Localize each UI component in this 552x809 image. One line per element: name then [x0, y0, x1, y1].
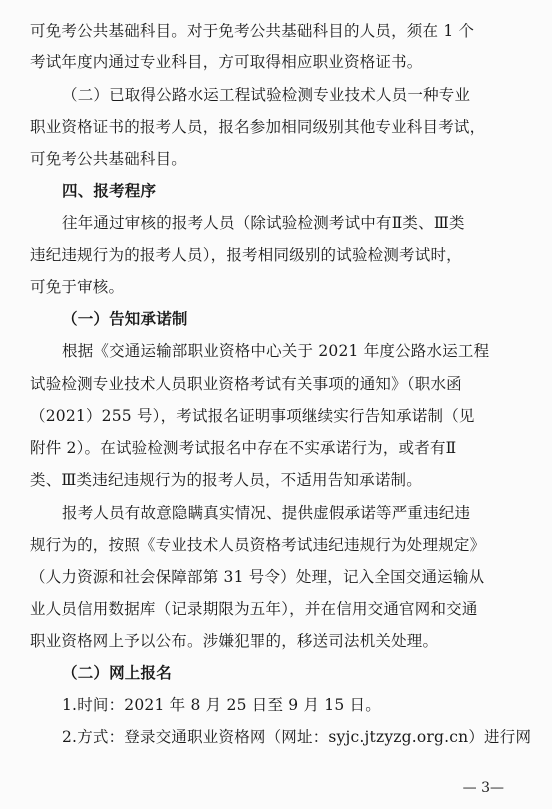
text-line: 职业资格证书的报考人员，报名参加相同级别其他专业科目考试， — [30, 118, 486, 136]
text-line: 根据《交通运输部职业资格中心关于 2021 年度公路水运工程 — [62, 342, 490, 360]
text-line: 可免于审核。 — [30, 278, 125, 296]
text-line: 业人员信用数据库（记录期限为五年），并在信用交通官网和交通 — [30, 600, 478, 618]
subsection-heading: （一）告知承诺制 — [62, 310, 188, 328]
text-line: 类、Ⅲ类违纪违规行为的报考人员，不适用告知承诺制。 — [30, 471, 422, 489]
text-line: （二）已取得公路水运工程试验检测专业技术人员一种专业 — [62, 86, 471, 104]
text-line: 可免考公共基础科目。对于免考公共基础科目的人员，须在 1 个 — [30, 22, 475, 40]
page-number: — 3— — [462, 780, 504, 796]
text-line: 职业资格网上予以公布。涉嫌犯罪的，移送司法机关处理。 — [30, 632, 439, 650]
text-line: 附件 2）。在试验检测考试报名中存在不实承诺行为，或者有Ⅱ — [30, 439, 457, 457]
text-line: 考试年度内通过专业科目，方可取得相应职业资格证书。 — [30, 53, 423, 71]
text-line: 2.方式：登录交通职业资格网（网址：syjc.jtzyzg.org.cn）进行网 — [62, 728, 532, 746]
text-line: 违纪违规行为的报考人员），报考相同级别的试验检测考试时， — [30, 246, 462, 264]
text-line: 试验检测专业技术人员职业资格考试有关事项的通知》（职水函 — [30, 375, 462, 393]
text-line: 报考人员有故意隐瞒真实情况、提供虚假承诺等严重违纪违 — [62, 504, 471, 522]
text-line: 1.时间：2021 年 8 月 25 日至 9 月 15 日。 — [62, 696, 381, 714]
subsection-heading: （二）网上报名 — [62, 664, 172, 682]
section-heading: 四、报考程序 — [62, 182, 157, 200]
text-line: 往年通过审核的报考人员（除试验检测考试中有Ⅱ类、Ⅲ类 — [62, 214, 465, 232]
text-line: 规行为的，按照《专业技术人员资格考试违纪违规行为处理规定》 — [30, 536, 486, 554]
text-line: （人力资源和社会保障部第 31 号令）处理，记入全国交通运输从 — [30, 568, 485, 586]
text-line: 可免考公共基础科目。 — [30, 150, 188, 168]
text-line: （2021）255 号），考试报名证明事项继续实行告知承诺制（见 — [30, 407, 475, 425]
